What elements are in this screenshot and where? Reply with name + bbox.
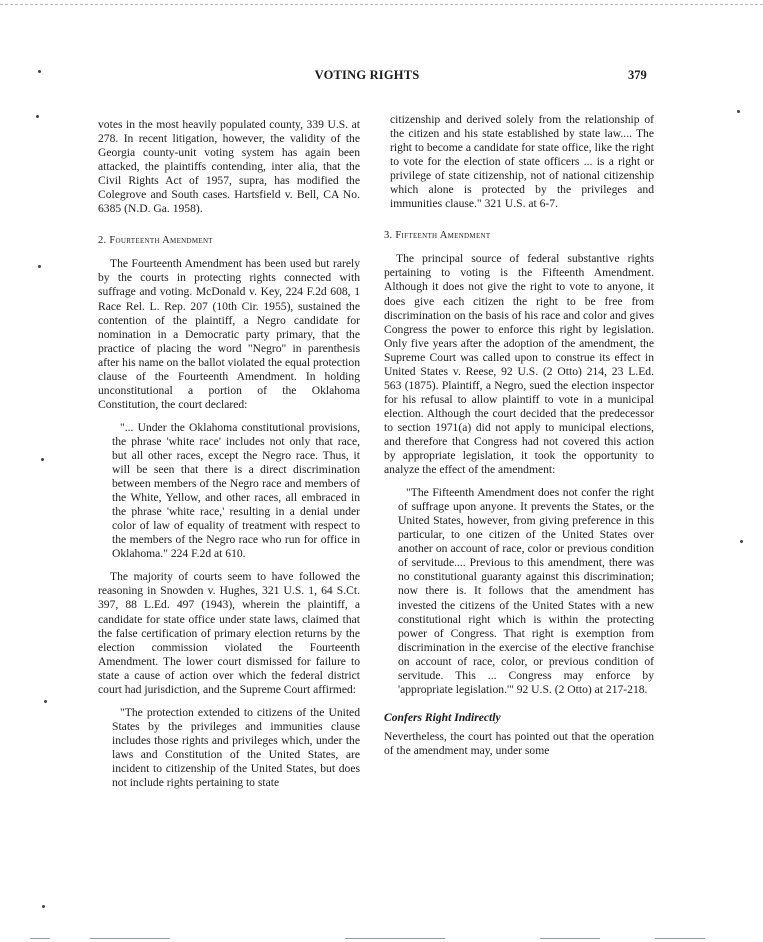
paragraph-fifteenth: The principal source of federal substantive rights pertaining to voting is the Fifteenth Amendment. Although it does not give the right to vote to anyone, it does give each citizen the right to be free from discrimination on the basis of his race and color and gives Congress the power to enforce this right by legislation. Only five years after the adoption of the amendment, the Supreme Court was called upon to construe its effect in United States v. Reese, 92 U.S. (2 Otto) 214, 23 L.Ed. 563 (1875). Plaintiff, a Negro, sued the election inspector for his refusal to allow plaintiff to vote in a municipal election. Although the court decided that the predecessor to section 1971(a) did not apply to municipal elections, and therefore that Congress had not covered this action by appropriate legislation, it took the opportunity to analyze the effect of the amendment: [384, 252, 654, 477]
section-heading-fourteenth: 2. Fourteenth Amendment [98, 235, 213, 247]
quote-protection-continued: citizenship and derived solely from the relationship of the citizen and his state established by state law.... The right to become a candidate for state office, like the right to vote for the election of state officers ... is a right or privilege of state citizenship, not of national citizenship which alone is protected by the privileges and immunities clause." 321 U.S. at 6-7. [390, 113, 654, 211]
scan-speck [42, 905, 45, 908]
scan-speck [41, 458, 44, 461]
scan-speck [36, 115, 39, 118]
bottom-scan-line [655, 938, 705, 939]
scan-speck [38, 265, 41, 268]
paragraph-votes: votes in the most heavily populated county, 339 U.S. at 278. In recent litigation, however, the validity of the Georgia county-unit voting system has again been attacked, the plaintiffs contending, inter alia, that the Civil Rights Act of 1957, supra, has modified the Colegrove and South cases. Hartsfield v. Bell, CA No. 6385 (N.D. Ga. 1958). [98, 118, 360, 216]
scan-speck [740, 540, 743, 543]
left-column [98, 118, 360, 799]
running-title: VOTING RIGHTS [314, 68, 420, 82]
paragraph-fourteenth: The Fourteenth Amendment has been used but rarely by the courts in protecting rights connected with suffrage and voting. McDonald v. Key, 224 F.2d 608, 1 Race Rel. L. Rep. 207 (10th Cir. 1955), sustained the contention of the plaintiff, a Negro candidate for nomination in a Democratic party primary, that the practice of placing the word "Negro" in parenthesis after his name on the ballot violated the equal protection clause of the Fourteenth Amendment. In holding unconstitutional a portion of the Oklahoma Constitution, the court declared: [98, 257, 360, 411]
bottom-scan-line [345, 938, 445, 939]
bottom-scan-line [540, 938, 600, 939]
subheading-confers: Confers Right Indirectly [384, 710, 501, 724]
paragraph-majority: The majority of courts seem to have followed the reasoning in Snowden v. Hughes, 321 U.S. 1, 64 S.Ct. 397, 88 L.Ed. 497 (1943), wherein the plaintiff, a candidate for state office under state laws, claimed that the false certification of primary election returns by the election commission violated the Fourteenth Amendment. The lower court dismissed for failure to state a cause of action over which the federal district court had jurisdiction, and the Supreme Court affirmed: [98, 570, 360, 696]
page-top-border [0, 4, 763, 5]
right-column [384, 113, 654, 758]
paragraph-nevertheless: Nevertheless, the court has pointed out that the operation of the amendment may, under some [384, 729, 654, 757]
quote-reese-text: "The Fifteenth Amendment does not confer the right of suffrage upon anyone. It prevents the States, or the United States, however, from giving preference in this particular, to one citizen of the United States over another on account of race, color or previous condition of servitude.... Previous to this amendment, there was no constitutional guaranty against this discrimination; now there is. It follows that the amendment has invested the citizens of the United States with a new constitutional right which is within the protecting power of Congress. That right is exemption from discrimination in the exercise of the elective franchise on account of race, color, or previous condition of servitude. This ... Congress may enforce by 'appropriate legislation.'" 92 U.S. (2 Otto) at 217-218. [398, 486, 654, 696]
quote-oklahoma [112, 421, 360, 561]
quote-protection-text: "The protection extended to citizens of the United States by the privileges and immunities clause includes those rights and privileges which, under the laws and Constitution of the United States, are incident to citizenship of the United States, but does not include rights pertaining to state [112, 705, 360, 790]
quote-reese [398, 486, 654, 697]
bottom-scan-line [30, 938, 50, 939]
scan-speck [737, 110, 740, 113]
page-number: 379 [628, 68, 647, 82]
quote-oklahoma-text: "... Under the Oklahoma constitutional provisions, the phrase 'white race' includes not only that race, but all other races, except the Negro race. Thus, it will be seen that there is a direct discrimination between members of the Negro race and members of the White, Yellow, and other races, all embraced in the phrase 'white race,' resulting in a denial under color of law of equality of treatment with respect to the members of the Negro race who run for office in Oklahoma." 224 F.2d at 610. [112, 420, 360, 561]
quote-protection [112, 706, 360, 790]
scan-speck [38, 70, 41, 73]
section-heading-fifteenth: 3. Fifteenth Amendment [384, 230, 491, 242]
bottom-scan-line [90, 938, 170, 939]
scan-speck [44, 700, 47, 703]
